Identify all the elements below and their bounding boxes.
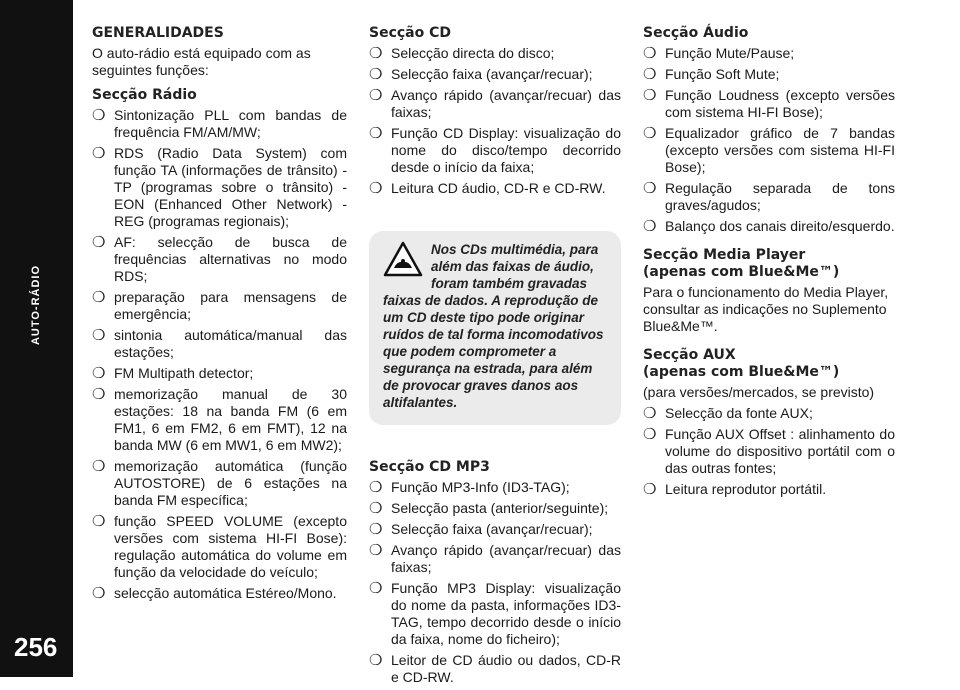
list-item: ❍ Selecção faixa (avançar/recuar); [369,521,593,538]
bullet-icon: ❍ [92,289,106,306]
list-item: ❍ selecção automática Estéreo/Mono. [92,585,337,602]
list-item: ❍ Função Soft Mute; [643,66,780,83]
list-item: ❍ função SPEED VOLUME (excepto versões com sistema HI-FI Bose): regulação automática do volume em função da velocidade do veículo; [92,513,347,580]
audio-list [643,45,895,235]
list-item: ❍ memorização automática (função AUTOSTORE) de 6 estações na banda FM específica; [92,458,347,508]
list-item: ❍ Função AUX Offset : alinhamento do volume do dispositivo portátil com o das outras fontes; [643,426,895,476]
list-item: ❍ Função Mute/Pause; [643,45,795,62]
bullet-icon: ❍ [643,218,657,235]
warning-text: Nos CDs multimédia, para além das faixas de áudio, foram também gravadas faixas de dados. A reprodução de um CD deste tipo pode originar ruídos de tal forma incomodativos que podem comprometer a segurança na estrada, para além de provocar graves danos aos altifalantes. [383,242,604,410]
bullet-icon: ❍ [92,107,106,124]
list-item: ❍ Selecção directa do disco; [369,45,555,62]
bullet-icon: ❍ [369,479,383,496]
bullet-icon: ❍ [643,66,657,83]
bullet-icon: ❍ [643,426,657,443]
page-number: 256 [14,632,58,662]
bullet-icon: ❍ [369,125,383,142]
column-1 [92,25,347,606]
column-2 [369,25,621,690]
bullet-icon: ❍ [92,365,106,382]
list-item: ❍ Selecção faixa (avançar/recuar); [369,66,593,83]
aux-list [643,405,895,498]
radio-list [92,107,347,602]
list-item: ❍ preparação para mensagens de emergência; [92,289,347,322]
list-item: ❍ AF: selecção de busca de frequências alternativas no modo RDS; [92,234,347,284]
bullet-icon: ❍ [92,145,106,162]
bullet-icon: ❍ [92,458,106,475]
bullet-icon: ❍ [369,66,383,83]
bullet-icon: ❍ [643,125,657,142]
heading-generalidades: GENERALIDADES [92,25,224,41]
mp3-list [369,479,621,686]
bullet-icon: ❍ [369,87,383,104]
list-item: ❍ Função MP3 Display: visualização do nome da pasta, informações ID3-TAG, tempo decorrido desde o início da faixa, nome do ficheiro); [369,580,621,647]
column-3 [643,25,895,502]
bullet-icon: ❍ [92,513,106,530]
warning-triangle-icon [383,241,423,277]
bullet-icon: ❍ [369,542,383,559]
bullet-icon: ❍ [92,386,106,403]
bullet-icon: ❍ [643,405,657,422]
warning-box [369,231,621,425]
list-item: ❍ Balanço dos canais direito/esquerdo. [643,218,895,235]
list-item: ❍ Função MP3-Info (ID3-TAG); [369,479,570,496]
list-item: ❍ memorização manual de 30 estações: 18 na banda FM (6 em FM1, 6 em FM2, 6 em FMT), 12 na banda MW (6 em MW1, 6 em MW2); [92,386,347,453]
list-item: ❍ Leitura reprodutor portátil. [643,481,827,498]
bullet-icon: ❍ [643,87,657,104]
media-player-text: Para o funcionamento do Media Player, consultar as indicações no Suplemento Blue&Me™. [643,284,889,334]
bullet-icon: ❍ [643,481,657,498]
list-item: ❍ Leitura CD áudio, CD-R e CD-RW. [369,180,606,197]
list-item: ❍ Leitor de CD áudio ou dados, CD-R e CD-RW. [369,652,621,685]
bullet-icon: ❍ [369,580,383,597]
bullet-icon: ❍ [643,180,657,197]
bullet-icon: ❍ [643,45,657,62]
section-label: AUTO-RÁDIO [30,264,42,346]
list-item: ❍ Selecção pasta (anterior/seguinte); [369,500,609,517]
list-item: ❍ Avanço rápido (avançar/recuar) das faixas; [369,542,621,575]
list-item: ❍ RDS (Radio Data System) com função TA (informações de trânsito) - TP (programas sobre o trânsito) - EON (Enhanced Other Network) - REG (programas regionais); [92,145,347,229]
list-item: ❍ Regulação separada de tons graves/agudos; [643,180,895,213]
heading-cd-mp3: Secção CD MP3 [369,459,490,475]
bullet-icon: ❍ [92,585,106,602]
list-item: ❍ sintonia automática/manual das estações; [92,327,347,360]
heading-cd: Secção CD [369,25,452,41]
bullet-icon: ❍ [369,500,383,517]
list-item: ❍ Selecção da fonte AUX; [643,405,813,422]
list-item: ❍ Avanço rápido (avançar/recuar) das faixas; [369,87,621,120]
list-item: ❍ Equalizador gráfico de 7 bandas (excepto versões com sistema HI-FI Bose); [643,125,895,175]
bullet-icon: ❍ [92,234,106,251]
bullet-icon: ❍ [369,45,383,62]
heading-media-player: Secção Media Player (apenas com Blue&Me™) [643,247,840,280]
bullet-icon: ❍ [369,652,383,669]
bullet-icon: ❍ [369,521,383,538]
bullet-icon: ❍ [92,327,106,344]
bullet-icon: ❍ [369,180,383,197]
heading-radio: Secção Rádio [92,87,197,103]
list-item: ❍ Função CD Display: visualização do nome do disco/tempo decorrido desde o início da faixa; [369,125,621,175]
heading-audio: Secção Áudio [643,25,749,41]
sidebar [0,0,73,677]
list-item: ❍ FM Multipath detector; [92,365,254,382]
heading-aux: Secção AUX (apenas com Blue&Me™) [643,347,840,380]
aux-note: (para versões/mercados, se previsto) [643,384,875,400]
intro-text: O auto-rádio está equipado com as seguintes funções: [92,45,311,78]
list-item: ❍ Função Loudness (excepto versões com sistema HI-FI Bose); [643,87,895,120]
cd-list [369,45,621,197]
list-item: ❍ Sintonização PLL com bandas de frequência FM/AM/MW; [92,107,347,140]
